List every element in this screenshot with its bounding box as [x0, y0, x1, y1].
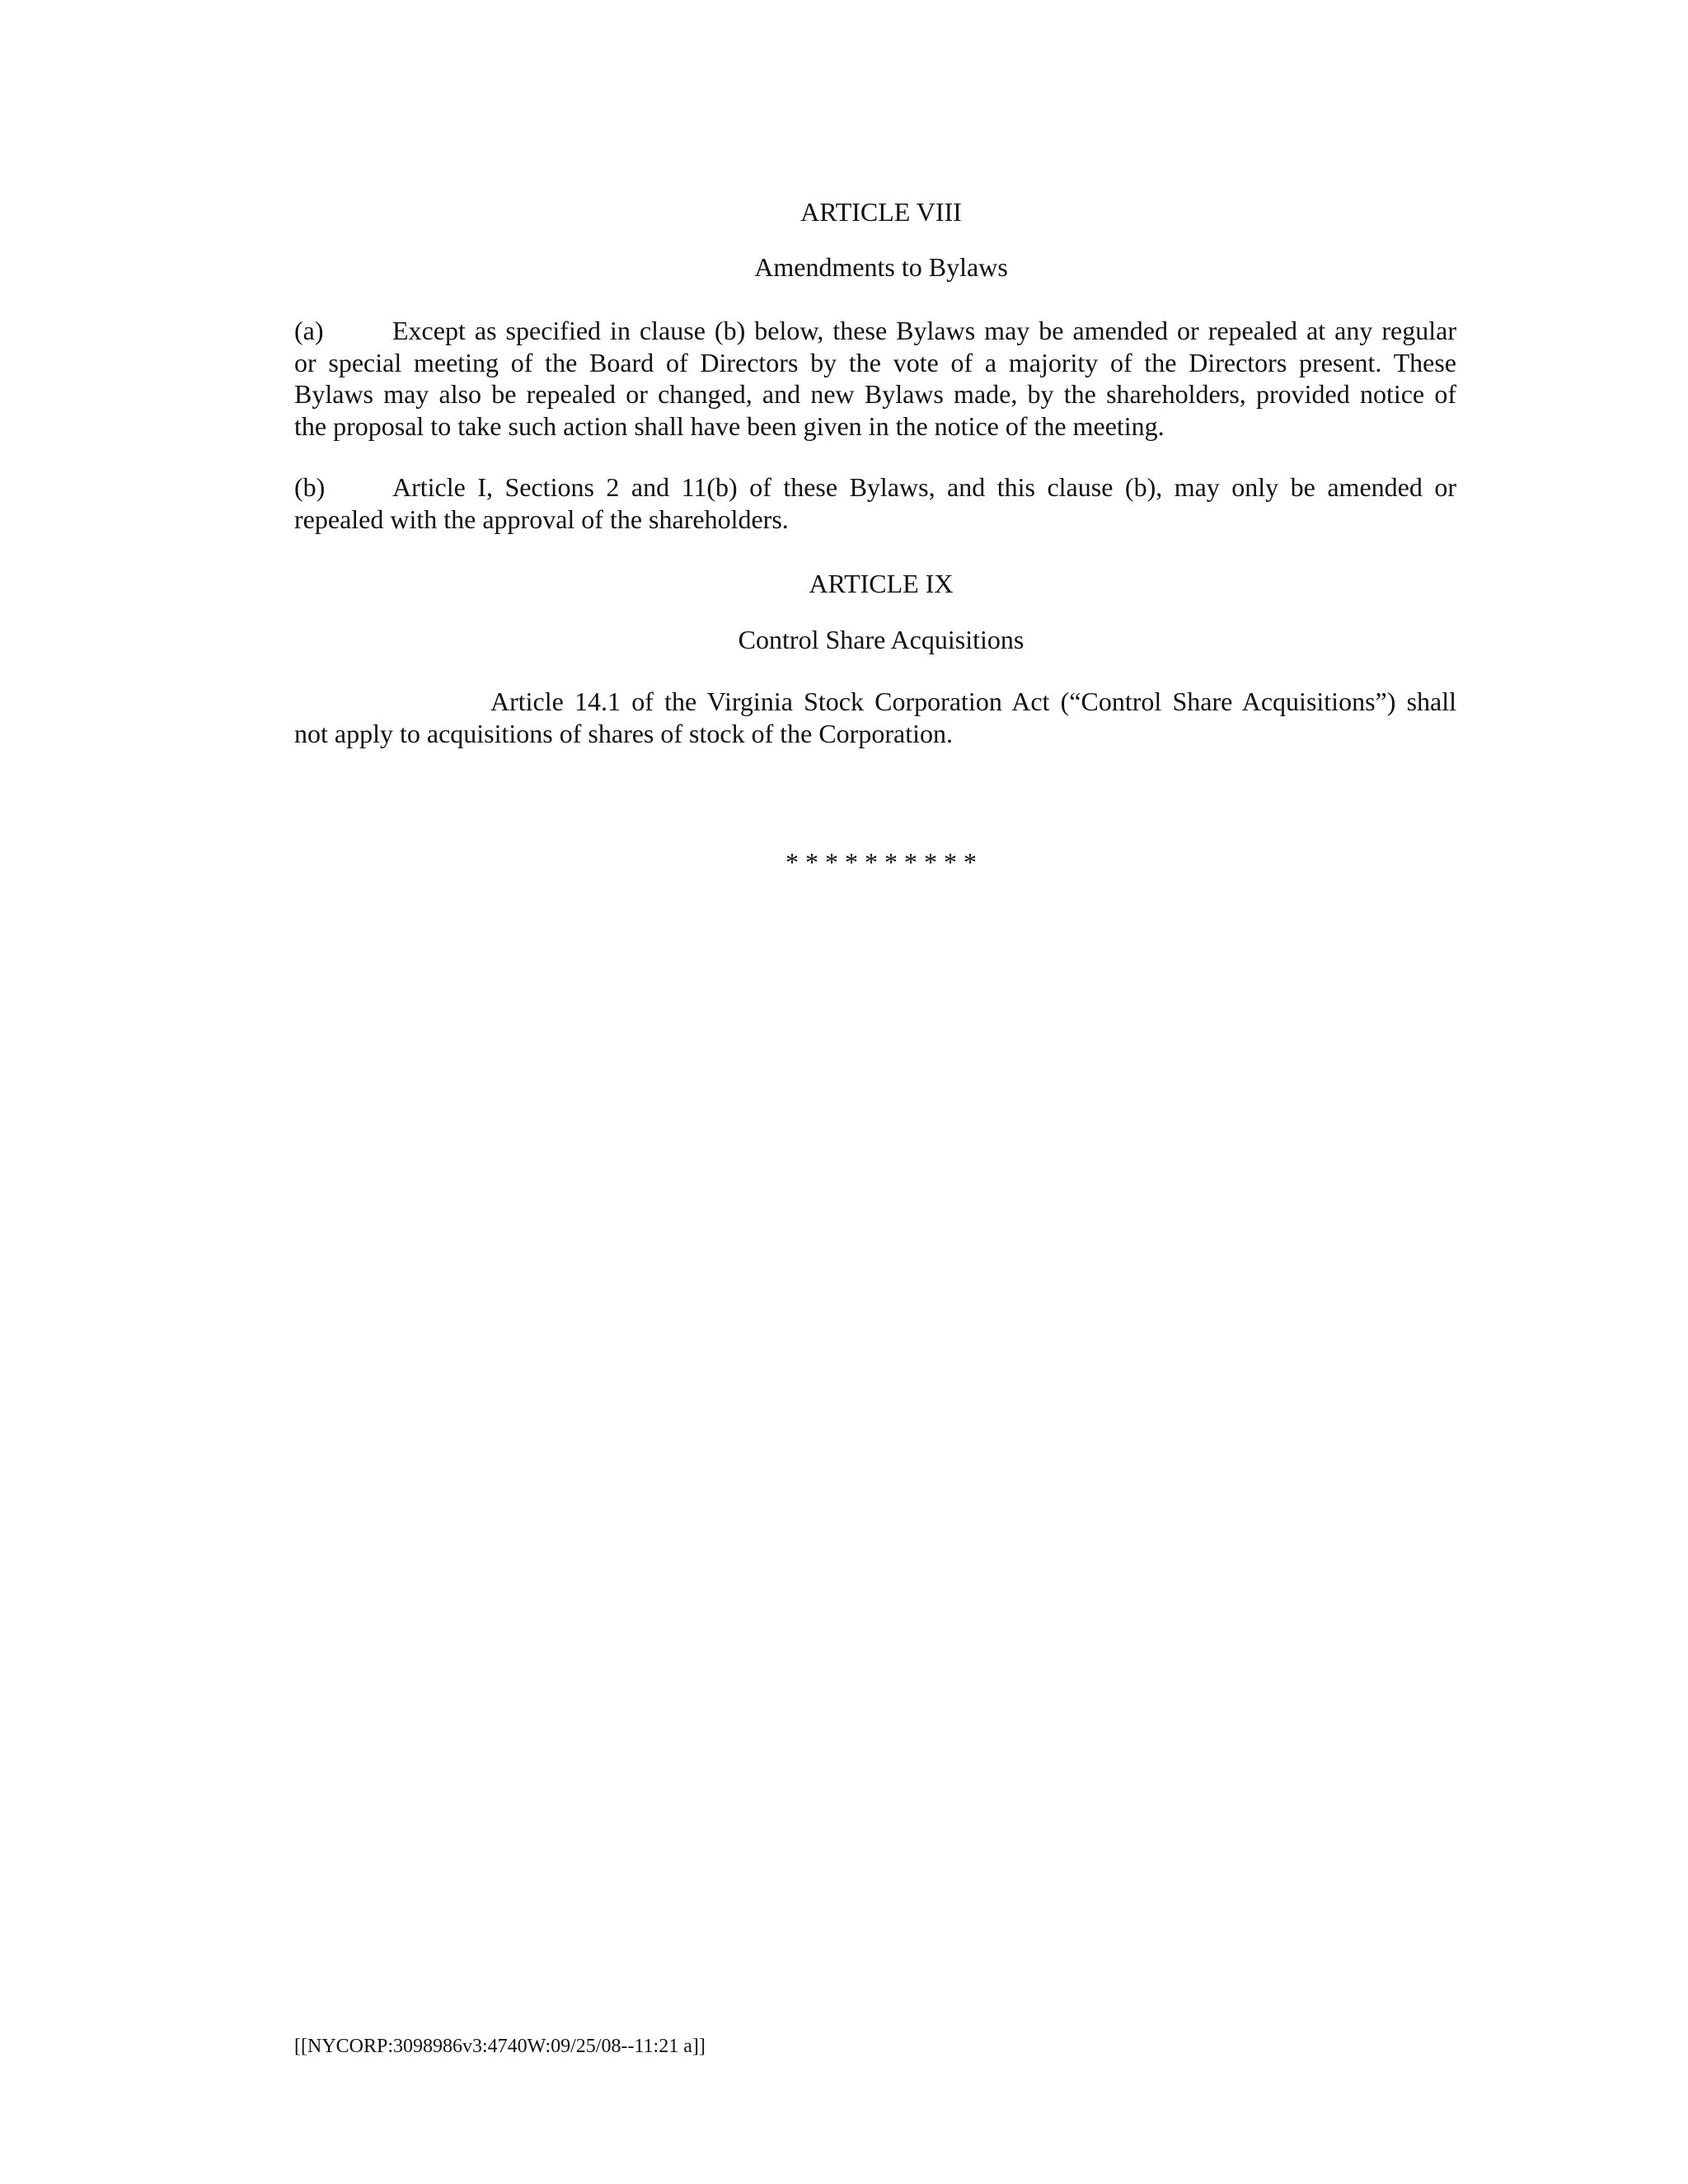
- clause-a-paragraph: [294, 315, 1456, 442]
- clause-a-line-2: or special meeting of the Board of Directors by the vote of a majority of the Directors present. These: [294, 347, 1456, 377]
- clause-a-label: (a): [294, 316, 324, 345]
- clause-b-line-2: repealed with the approval of the shareholders.: [294, 504, 789, 534]
- article-viii-title: ARTICLE VIII: [800, 197, 962, 227]
- article-ix-title: ARTICLE IX: [809, 569, 954, 598]
- clause-a-line-3: Bylaws may also be repealed or changed, and new Bylaws made, by the shareholders, provided notice of: [294, 379, 1456, 409]
- clause-b-paragraph: [294, 471, 1456, 535]
- article-viii-subtitle: Amendments to Bylaws: [754, 252, 1008, 282]
- clause-a-line-4: the proposal to take such action shall have been given in the notice of the meeting.: [294, 410, 1165, 441]
- clause-b-label: (b): [294, 472, 326, 502]
- article-ix-line-1: Article 14.1 of the Virginia Stock Corporation Act (“Control Share Acquisitions”) shall: [490, 687, 1456, 716]
- article-ix-line-2: not apply to acquisitions of shares of stock of the Corporation.: [294, 718, 953, 748]
- document-footer-id: [[NYCORP:3098986v3:4740W:09/25/08--11:21 a]]: [294, 2036, 706, 2057]
- article-ix-subtitle: Control Share Acquisitions: [738, 625, 1025, 654]
- section-separator: * * * * * * * * * *: [785, 847, 977, 877]
- clause-a-line-1: (a) Except as specified in clause (b) below, these Bylaws may be amended or repealed at any regular: [294, 316, 1456, 345]
- article-ix-paragraph: [294, 686, 1456, 749]
- clause-b-line-1: (b) Article I, Sections 2 and 11(b) of these Bylaws, and this clause (b), may only be amended or: [294, 472, 1456, 502]
